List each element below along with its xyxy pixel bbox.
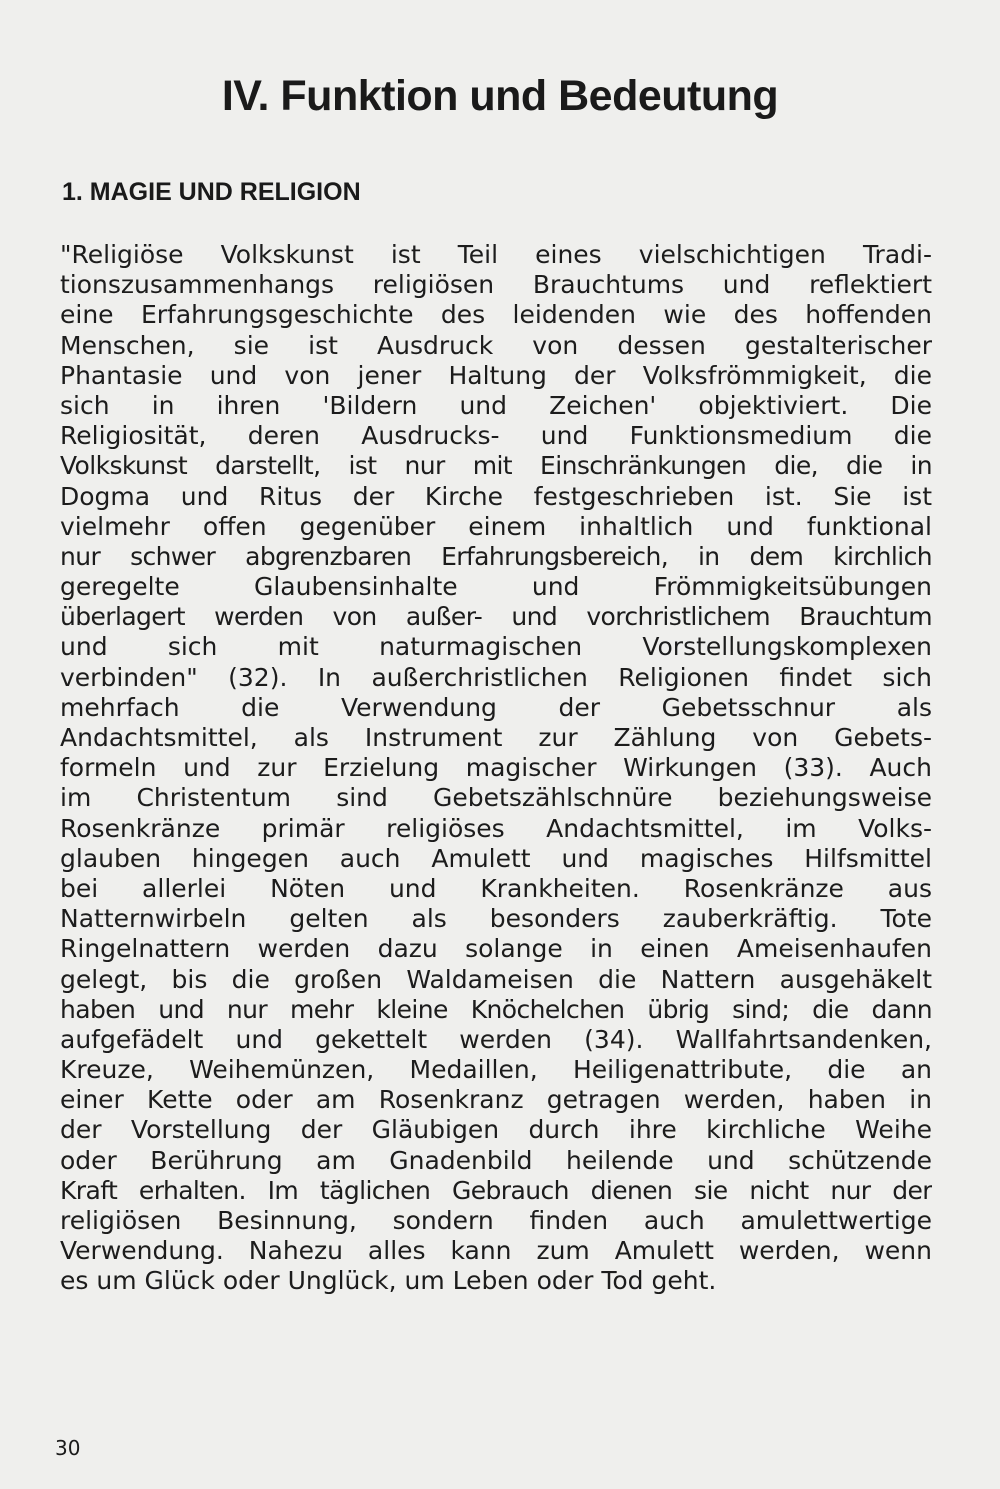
- section-title: 1. MAGIE UND RELIGION: [62, 178, 361, 206]
- text-line: Kreuze, Weihemünzen, Medaillen, Heiligenattribute, die an: [60, 1055, 932, 1085]
- text-line: bei allerlei Nöten und Krankheiten. Rosenkränze aus: [60, 873, 932, 903]
- text-line: überlagert werden von außer- und vorchristlichem Brauchtum: [60, 602, 932, 632]
- text-line: religiösen Besinnung, sondern finden auch amulettwertige: [60, 1206, 932, 1235]
- text-line: geregelte Glaubensinhalte und Frömmigkeitsübungen: [60, 572, 932, 602]
- text-line: aufgefädelt und gekettelt werden (34). Wallfahrtsandenken,: [60, 1024, 932, 1054]
- text-line: Natternwirbeln gelten als besonders zauberkräftig. Tote: [60, 904, 932, 934]
- text-line: tionszusammenhangs religiösen Brauchtums und reflektiert: [60, 270, 932, 300]
- text-line: eine Erfahrungsgeschichte des leidenden wie des hoffenden: [60, 300, 932, 330]
- page-number: 30: [55, 1436, 81, 1460]
- text-line: einer Kette oder am Rosenkranz getragen werden, haben in: [60, 1085, 932, 1115]
- text-line: oder Berührung am Gnadenbild heilende und schützende: [60, 1145, 932, 1175]
- text-line: Menschen, sie ist Ausdruck von dessen gestalterischer: [60, 330, 932, 360]
- text-line: "Religiöse Volkskunst ist Teil eines vielschichtigen Tradi-: [60, 240, 932, 269]
- text-line: Religiosität, deren Ausdrucks- und Funktionsmedium die: [60, 421, 932, 451]
- chapter-title: IV. Funktion und Bedeutung: [221, 72, 779, 120]
- text-line: Kraft erhalten. Im täglichen Gebrauch dienen sie nicht nur der: [60, 1175, 932, 1205]
- text-line: glauben hingegen auch Amulett und magisches Hilfsmittel: [60, 843, 932, 873]
- text-line: Phantasie und von jener Haltung der Volksfrömmigkeit, die: [60, 360, 932, 390]
- text-line: verbinden" (32). In außerchristlichen Religionen findet sich: [60, 662, 932, 692]
- text-line: Andachtsmittel, als Instrument zur Zählung von Gebets-: [60, 723, 932, 752]
- text-line: Ringelnattern werden dazu solange in einen Ameisenhaufen: [60, 934, 932, 964]
- text-line: haben und nur mehr kleine Knöchelchen übrig sind; die dann: [60, 994, 932, 1024]
- text-line: vielmehr offen gegenüber einem inhaltlich und funktional: [60, 511, 932, 541]
- text-line: und sich mit naturmagischen Vorstellungskomplexen: [60, 632, 932, 662]
- text-line: Volkskunst darstellt, ist nur mit Einschränkungen die, die in: [60, 451, 932, 481]
- text-line: sich in ihren 'Bildern und Zeichen' objektiviert. Die: [60, 390, 932, 420]
- text-line: gelegt, bis die großen Waldameisen die Nattern ausgehäkelt: [60, 964, 932, 994]
- text-line: im Christentum sind Gebetszählschnüre beziehungsweise: [60, 783, 932, 813]
- text-line: Rosenkränze primär religiöses Andachtsmittel, im Volks-: [60, 813, 932, 843]
- text-line: Dogma und Ritus der Kirche festgeschrieben ist. Sie ist: [60, 481, 932, 511]
- text-line: Verwendung. Nahezu alles kann zum Amulett werden, wenn: [60, 1236, 932, 1266]
- text-line: der Vorstellung der Gläubigen durch ihre kirchliche Weihe: [60, 1115, 932, 1145]
- text-line: es um Glück oder Unglück, um Leben oder Tod geht.: [60, 1266, 717, 1296]
- body-paragraph: [60, 240, 932, 1297]
- text-line: mehrfach die Verwendung der Gebetsschnur als: [60, 692, 932, 722]
- text-line: nur schwer abgrenzbaren Erfahrungsbereich, in dem kirchlich: [60, 541, 932, 571]
- text-line: formeln und zur Erzielung magischer Wirkungen (33). Auch: [60, 753, 932, 783]
